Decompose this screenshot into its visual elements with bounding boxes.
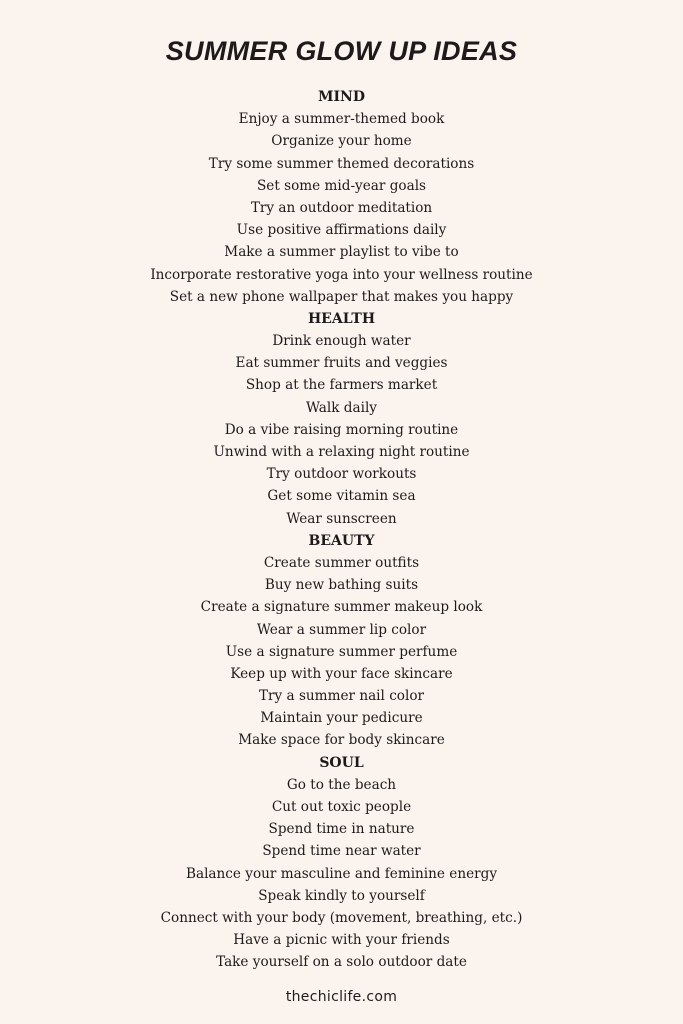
list-item: Maintain your pedicure [260,710,423,727]
list-item: Balance your masculine and feminine energy [185,865,498,882]
glow-up-list [0,86,683,974]
list-item: Create summer outfits [263,554,420,571]
list-item: Make space for body skincare [238,732,445,749]
section-soul [0,752,683,974]
section-beauty [0,530,683,752]
list-item: Use positive affirmations daily [236,222,447,239]
list-item: Connect with your body (movement, breathing, etc.) [160,909,523,926]
list-item: Walk daily [306,399,377,416]
list-item: Try outdoor workouts [266,466,417,483]
list-item: Try a summer nail color [258,688,425,705]
section-heading: BEAUTY [308,532,375,549]
section-heading: SOUL [319,754,364,771]
list-item: Spend time in nature [268,821,415,838]
list-item: Eat summer fruits and veggies [235,355,448,372]
list-item: Wear a summer lip color [256,621,427,638]
list-item: Spend time near water [262,843,421,860]
list-item: Set some mid-year goals [256,177,427,194]
list-item: Incorporate restorative yoga into your wellness routine [150,266,533,283]
list-item: Do a vibe raising morning routine [224,421,459,438]
list-item: Keep up with your face skincare [230,665,453,682]
list-item: Unwind with a relaxing night routine [213,444,470,460]
list-item: Set a new phone wallpaper that makes you happy [169,288,514,305]
list-item: Enjoy a summer-themed book [238,111,445,128]
list-item: Create a signature summer makeup look [200,599,483,616]
section-heading: MIND [318,89,365,105]
section-heading: HEALTH [307,310,376,327]
list-item: Use a signature summer perfume [225,643,458,660]
site-url: thechiclife.com [285,989,398,1005]
page-title: SUMMER GLOW UP IDEAS [165,36,518,66]
list-item: Cut out toxic people [271,799,412,815]
list-item: Shop at the farmers market [245,377,438,394]
list-item: Drink enough water [272,333,411,350]
list-item: Take yourself on a solo outdoor date [216,954,467,971]
list-item: Organize your home [271,133,412,150]
list-item: Wear sunscreen [286,510,397,527]
section-health [0,308,683,530]
list-item: Buy new bathing suits [264,577,419,594]
list-item: Make a summer playlist to vibe to [224,244,459,261]
list-item: Try some summer themed decorations [208,155,475,172]
section-mind [0,86,683,308]
list-item: Speak kindly to yourself [258,887,425,904]
list-item: Get some vitamin sea [267,488,416,505]
list-item: Go to the beach [286,776,397,793]
list-item: Try an outdoor meditation [250,199,433,216]
list-item: Have a picnic with your friends [233,932,450,949]
